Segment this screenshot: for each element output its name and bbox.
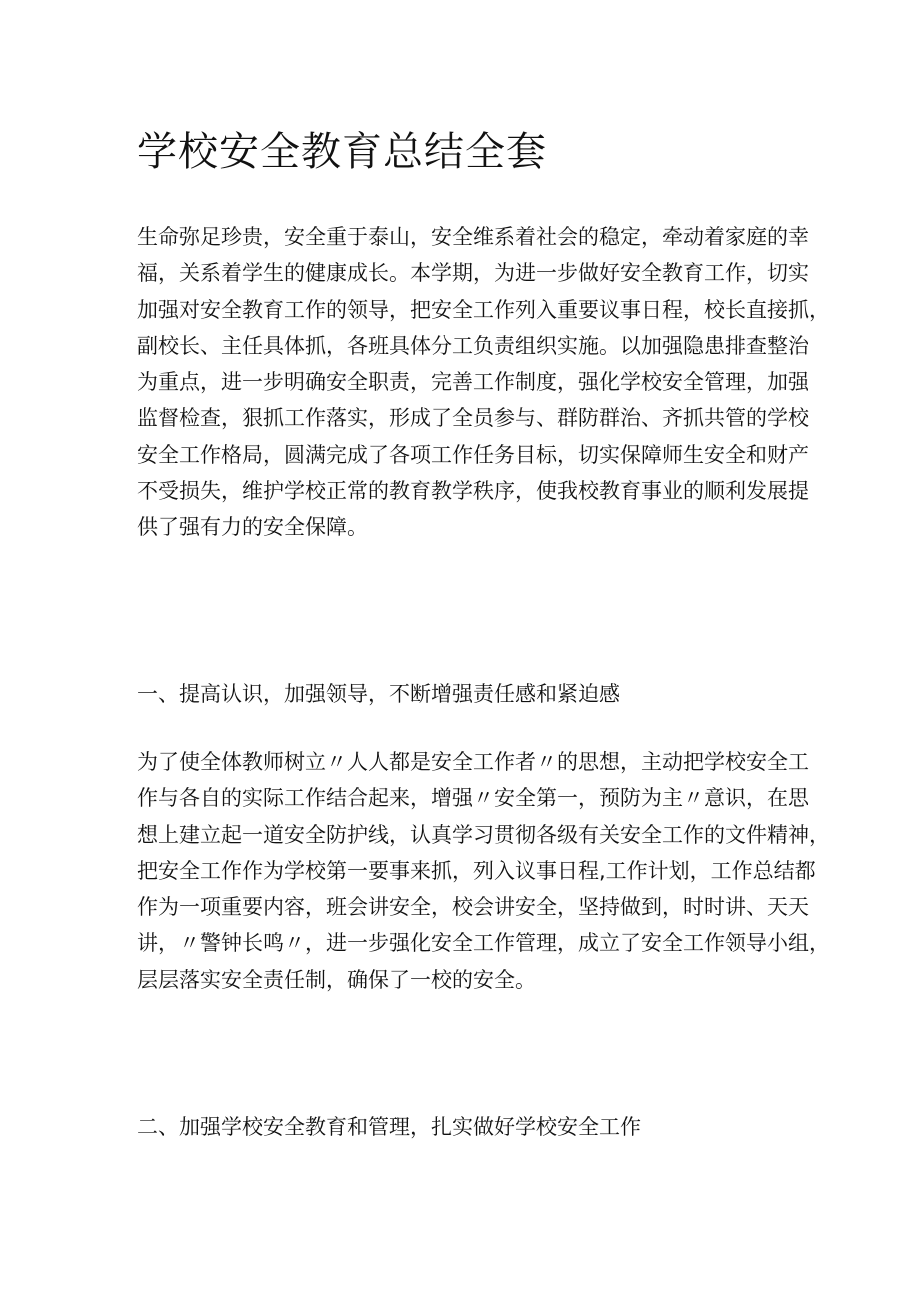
section-1-heading: 一、提高认识，加强领导，不断增强责任感和紧迫感 [137, 682, 620, 706]
text-line: 监督检查，狠抓工作落实，形成了全员参与、群防群治、齐抓共管的学校 [137, 406, 809, 431]
text-line: 为重点，进一步明确安全职责，完善工作制度，强化学校安全管理，加强 [137, 370, 809, 395]
intro-paragraph [137, 219, 830, 546]
text-line: 作与各自的实际工作结合起来，增强〃安全第一，预防为主〃意识，在思 [137, 786, 809, 811]
text-line: 不受损失，维护学校正常的教育教学秩序，使我校教育事业的顺利发展提 [137, 479, 809, 504]
text-line: 把安全工作作为学校第一要事来抓，列入议事日程,工作计划，工作总结都 [137, 858, 816, 883]
text-line: 层层落实安全责任制，确保了一校的安全。 [137, 967, 536, 992]
page-title: 学校安全教育总结全套 [137, 129, 547, 175]
text-line: 福，关系着学生的健康成长。本学期，为进一步做好安全教育工作，切实 [137, 261, 809, 286]
text-line: 生命弥足珍贵，安全重于泰山，安全维系着社会的稳定，牵动着家庭的幸 [137, 225, 809, 249]
text-line: 为了使全体教师树立〃人人都是安全工作者〃的思想，主动把学校安全工 [137, 750, 809, 774]
section-2-heading: 二、加强学校安全教育和管理，扎实做好学校安全工作 [137, 1115, 641, 1139]
text-line: 讲，〃警钟长鸣〃，进一步强化安全工作管理，成立了安全工作领导小组， [137, 931, 830, 956]
text-line: 作为一项重要内容，班会讲安全，校会讲安全，坚持做到，时时讲、天天 [137, 895, 809, 920]
text-line: 想上建立起一道安全防护线，认真学习贯彻各级有关安全工作的文件精神， [137, 822, 830, 847]
text-line: 供了强有力的安全保障。 [137, 515, 368, 540]
text-line: 安全工作格局，圆满完成了各项工作任务目标，切实保障师生安全和财产 [137, 442, 809, 467]
section-1-paragraph [137, 744, 830, 998]
text-line: 副校长、主任具体抓，各班具体分工负责组织实施。以加强隐患排查整治 [137, 333, 809, 358]
text-line: 加强对安全教育工作的领导，把安全工作列入重要议事日程，校长直接抓， [137, 297, 830, 322]
